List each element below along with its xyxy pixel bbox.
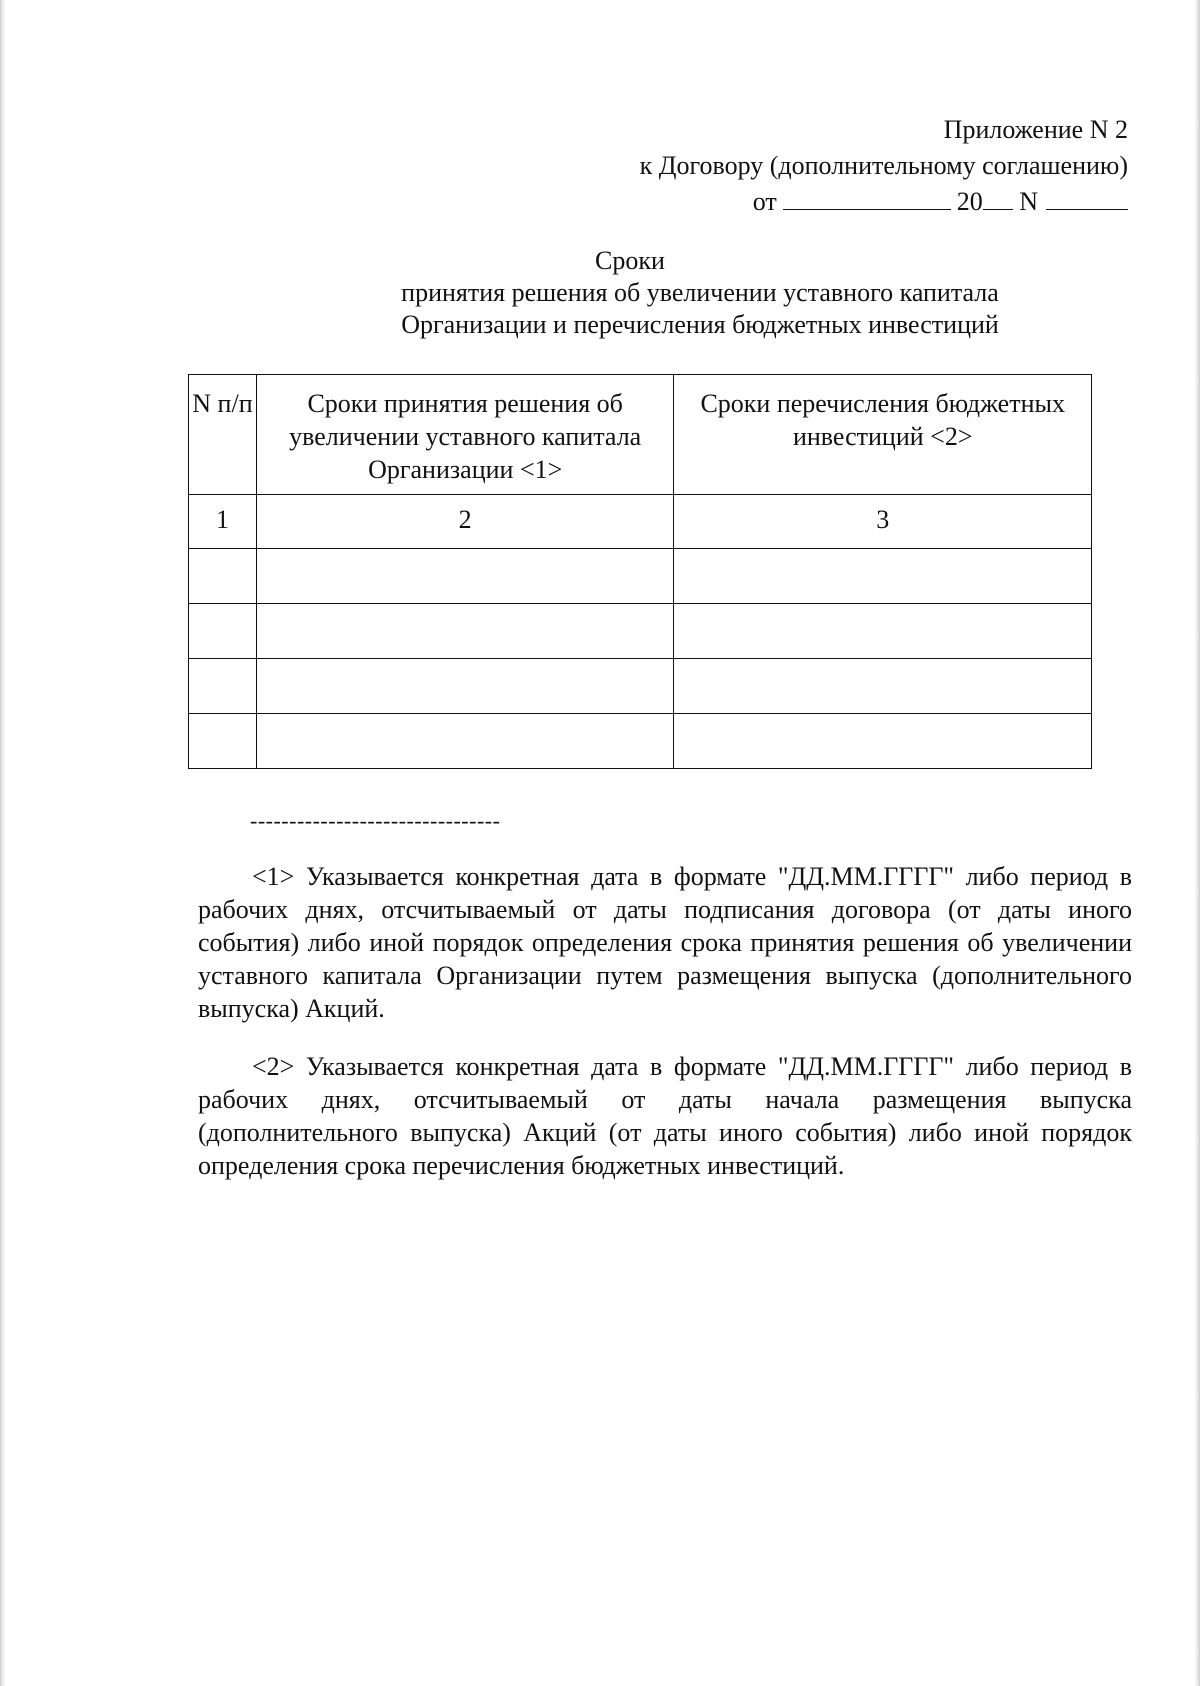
document-title: [0, 245, 1200, 341]
table-cell: [189, 549, 257, 604]
table-cell: [256, 659, 674, 714]
table-cell: [674, 604, 1092, 659]
column-number-cell: 1: [189, 495, 257, 549]
column-number-cell: 3: [674, 495, 1092, 549]
title-line-1: Сроки: [595, 246, 665, 275]
year-blank: [983, 187, 1013, 210]
table-header-row: [189, 375, 1092, 495]
from-label: от: [752, 187, 777, 216]
footnote-separator: --------------------------------: [250, 808, 501, 833]
appendix-title: Приложение N 2: [943, 115, 1128, 144]
date-number-line: [640, 184, 1128, 220]
table-row: [189, 659, 1092, 714]
table-cell: [189, 714, 257, 769]
table-cell: [256, 549, 674, 604]
table-row: [189, 549, 1092, 604]
deadlines-table: [188, 374, 1092, 769]
table-row: [189, 604, 1092, 659]
number-label: N: [1019, 187, 1038, 216]
table-cell: [256, 604, 674, 659]
header-cell-decision-deadline: Сроки принятия решения об увеличении уставного капитала Организации <1>: [256, 375, 674, 495]
table-cell: [189, 659, 257, 714]
column-numbering-row: [189, 495, 1092, 549]
appendix-header: [640, 112, 1128, 220]
date-blank: [783, 187, 951, 210]
column-number-cell: 2: [256, 495, 674, 549]
table-row: [189, 714, 1092, 769]
table-cell: [256, 714, 674, 769]
table-cell: [674, 714, 1092, 769]
year-prefix: 20: [956, 187, 983, 216]
title-line-3: Организации и перечисления бюджетных инвестиций: [401, 310, 999, 339]
header-cell-number: N п/п: [189, 375, 257, 495]
table-cell: [674, 549, 1092, 604]
header-cell-transfer-deadline: Сроки перечисления бюджетных инвестиций <2>: [674, 375, 1092, 495]
table-cell: [674, 659, 1092, 714]
agreement-reference: к Договору (дополнительному соглашению): [639, 151, 1128, 180]
footnote-2: <2> Указывается конкретная дата в формате "ДД.ММ.ГГГГ" либо период в рабочих днях, отсчитываемый от даты начала размещения выпуска (дополнительного выпуска) Акций (от даты иного события) либо иной порядок определения срока перечисления бюджетных инвестиций.: [198, 1052, 1132, 1180]
footnote-1: <1> Указывается конкретная дата в формате "ДД.ММ.ГГГГ" либо период в рабочих днях, отсчитываемый от даты подписания договора (от даты иного события) либо иной порядок определения срока принятия решения об увеличении уставного капитала Организации путем размещения выпуска (дополнительного выпуска) Акций.: [198, 862, 1132, 1023]
table-cell: [189, 604, 257, 659]
title-line-2: принятия решения об увеличении уставного капитала: [401, 278, 999, 307]
number-blank: [1046, 187, 1128, 210]
